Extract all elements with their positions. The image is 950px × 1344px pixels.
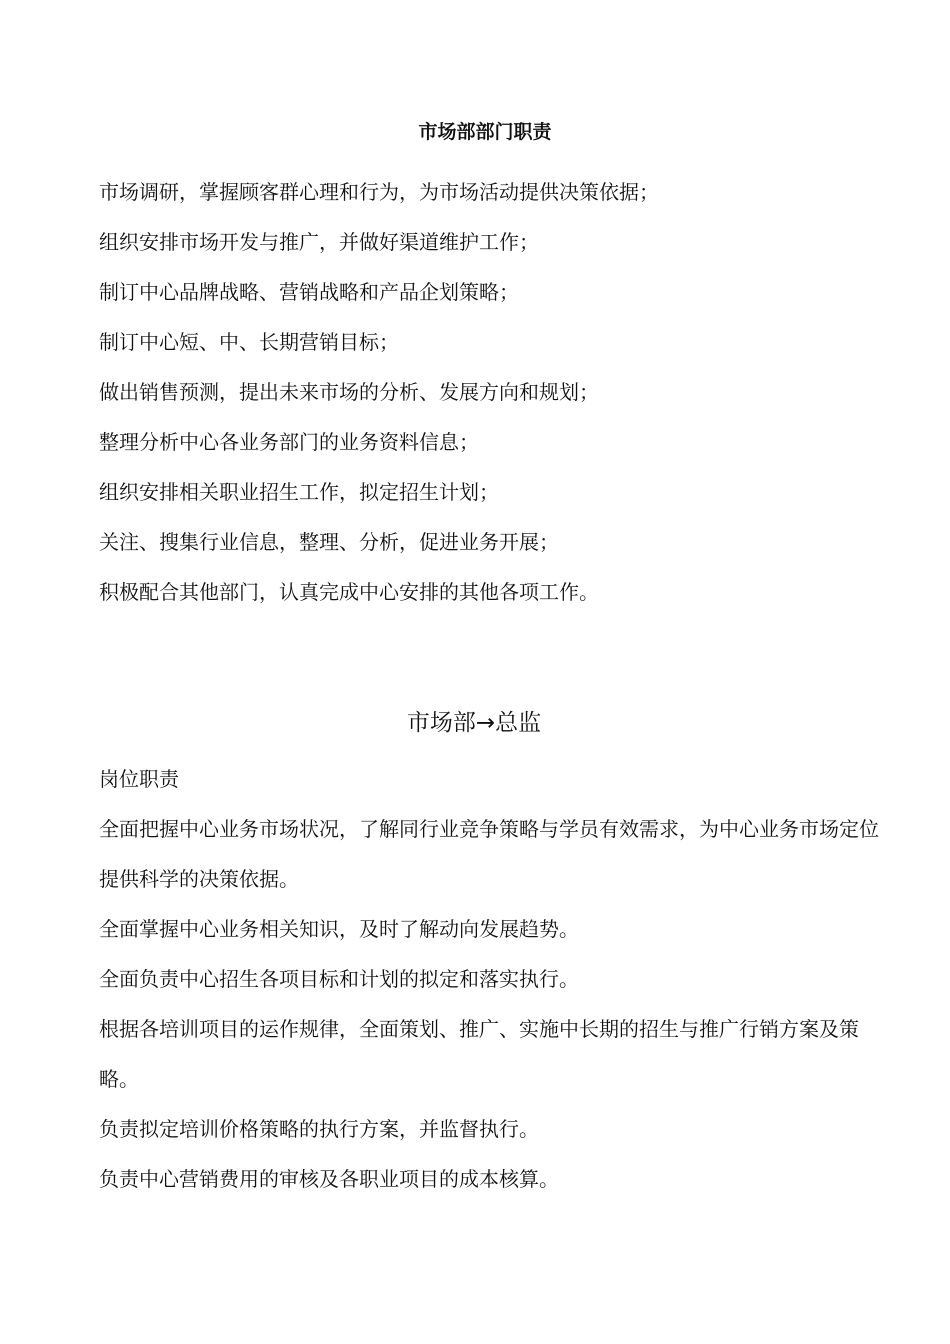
list-item: 全面负责中心招生各项目标和计划的拟定和落实执行。 [99,967,579,991]
list-item: 关注、搜集行业信息，整理、分析，促进业务开展； [99,530,559,554]
list-item: 制订中心短、中、长期营销目标； [99,330,399,354]
list-item: 负责中心营销费用的审核及各职业项目的成本核算。 [99,1167,559,1191]
list-item: 组织安排市场开发与推广，并做好渠道维护工作； [99,230,539,254]
department-duties-list [99,167,899,617]
list-item: 组织安排相关职业招生工作，拟定招生计划； [99,480,499,504]
director-duties-list [99,754,879,1204]
list-item: 市场调研，掌握顾客群心理和行为，为市场活动提供决策依据； [99,180,659,204]
section2-title: 市场部→总监 [406,710,542,736]
section2-subtitle: 岗位职责 [99,767,179,791]
list-item: 整理分析中心各业务部门的业务资料信息； [99,430,479,454]
section1-title: 市场部部门职责 [418,121,552,143]
list-item: 积极配合其他部门，认真完成中心安排的其他各项工作。 [99,580,599,604]
list-item: 做出销售预测，提出未来市场的分析、发展方向和规划； [99,380,599,404]
list-item: 根据各培训项目的运作规律，全面策划、推广、实施中长期的招生与推广行销方案及策略。 [99,1017,859,1091]
list-item: 制订中心品牌战略、营销战略和产品企划策略； [99,280,519,304]
list-item: 全面把握中心业务市场状况，了解同行业竞争策略与学员有效需求，为中心业务市场定位提供科学的决策依据。 [99,817,879,891]
list-item: 负责拟定培训价格策略的执行方案，并监督执行。 [99,1117,539,1141]
list-item: 全面掌握中心业务相关知识，及时了解动向发展趋势。 [99,917,579,941]
